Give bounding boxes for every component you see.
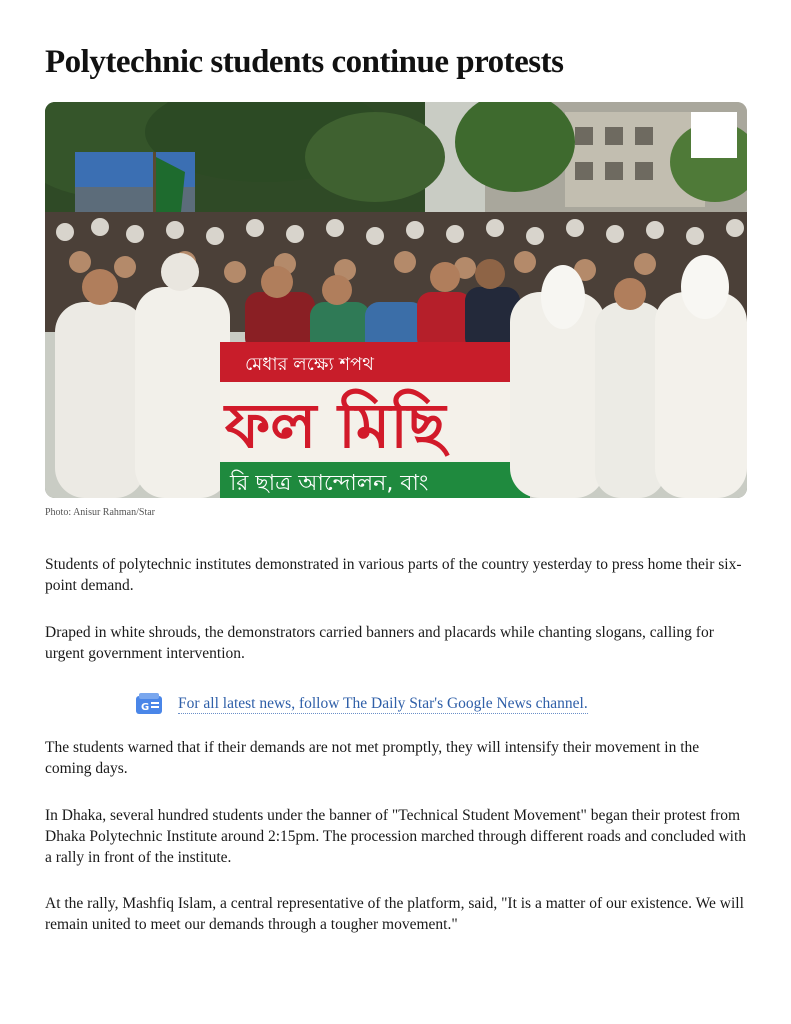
google-news-icon	[134, 692, 164, 716]
article-paragraph-5: At the rally, Mashfiq Islam, a central representative of the platform, said, "It is a matter of our existence. We will remain united to meet our demands through a tougher movement."	[45, 895, 744, 933]
banner-bottom-text: রি ছাত্র আন্দোলন, বাং	[230, 471, 429, 496]
photo-caption: Photo: Anisur Rahman/Star	[45, 507, 155, 518]
article-paragraph-4: In Dhaka, several hundred students under the banner of "Technical Student Movement" began their protest from Dhaka Polytechnic Institute around 2:15pm. The procession marched through different roads and concluded with a rally in front of the institute.	[45, 807, 747, 866]
article-headline: Polytechnic students continue protests	[45, 44, 564, 80]
google-news-link[interactable]: For all latest news, follow The Daily Star's Google News channel.	[178, 694, 588, 712]
article-paragraph-2: Draped in white shrouds, the demonstrators carried banners and placards while chanting slogans, calling for urgent government intervention.	[45, 624, 714, 662]
protest-photo-illustration	[45, 102, 747, 498]
svg-text:G: G	[141, 702, 150, 713]
banner-top-text: মেধার লক্ষ্যে শপথ	[245, 354, 374, 375]
article-photo	[45, 102, 747, 498]
banner-main-text: ফল মিছি	[225, 389, 446, 462]
google-news-promo[interactable]	[134, 692, 588, 716]
article-paragraph-3: The students warned that if their demands are not met promptly, they will intensify their movement in the coming days.	[45, 739, 700, 777]
article-paragraph-1: Students of polytechnic institutes demonstrated in various parts of the country yesterday to press home their six-point demand.	[45, 556, 742, 594]
